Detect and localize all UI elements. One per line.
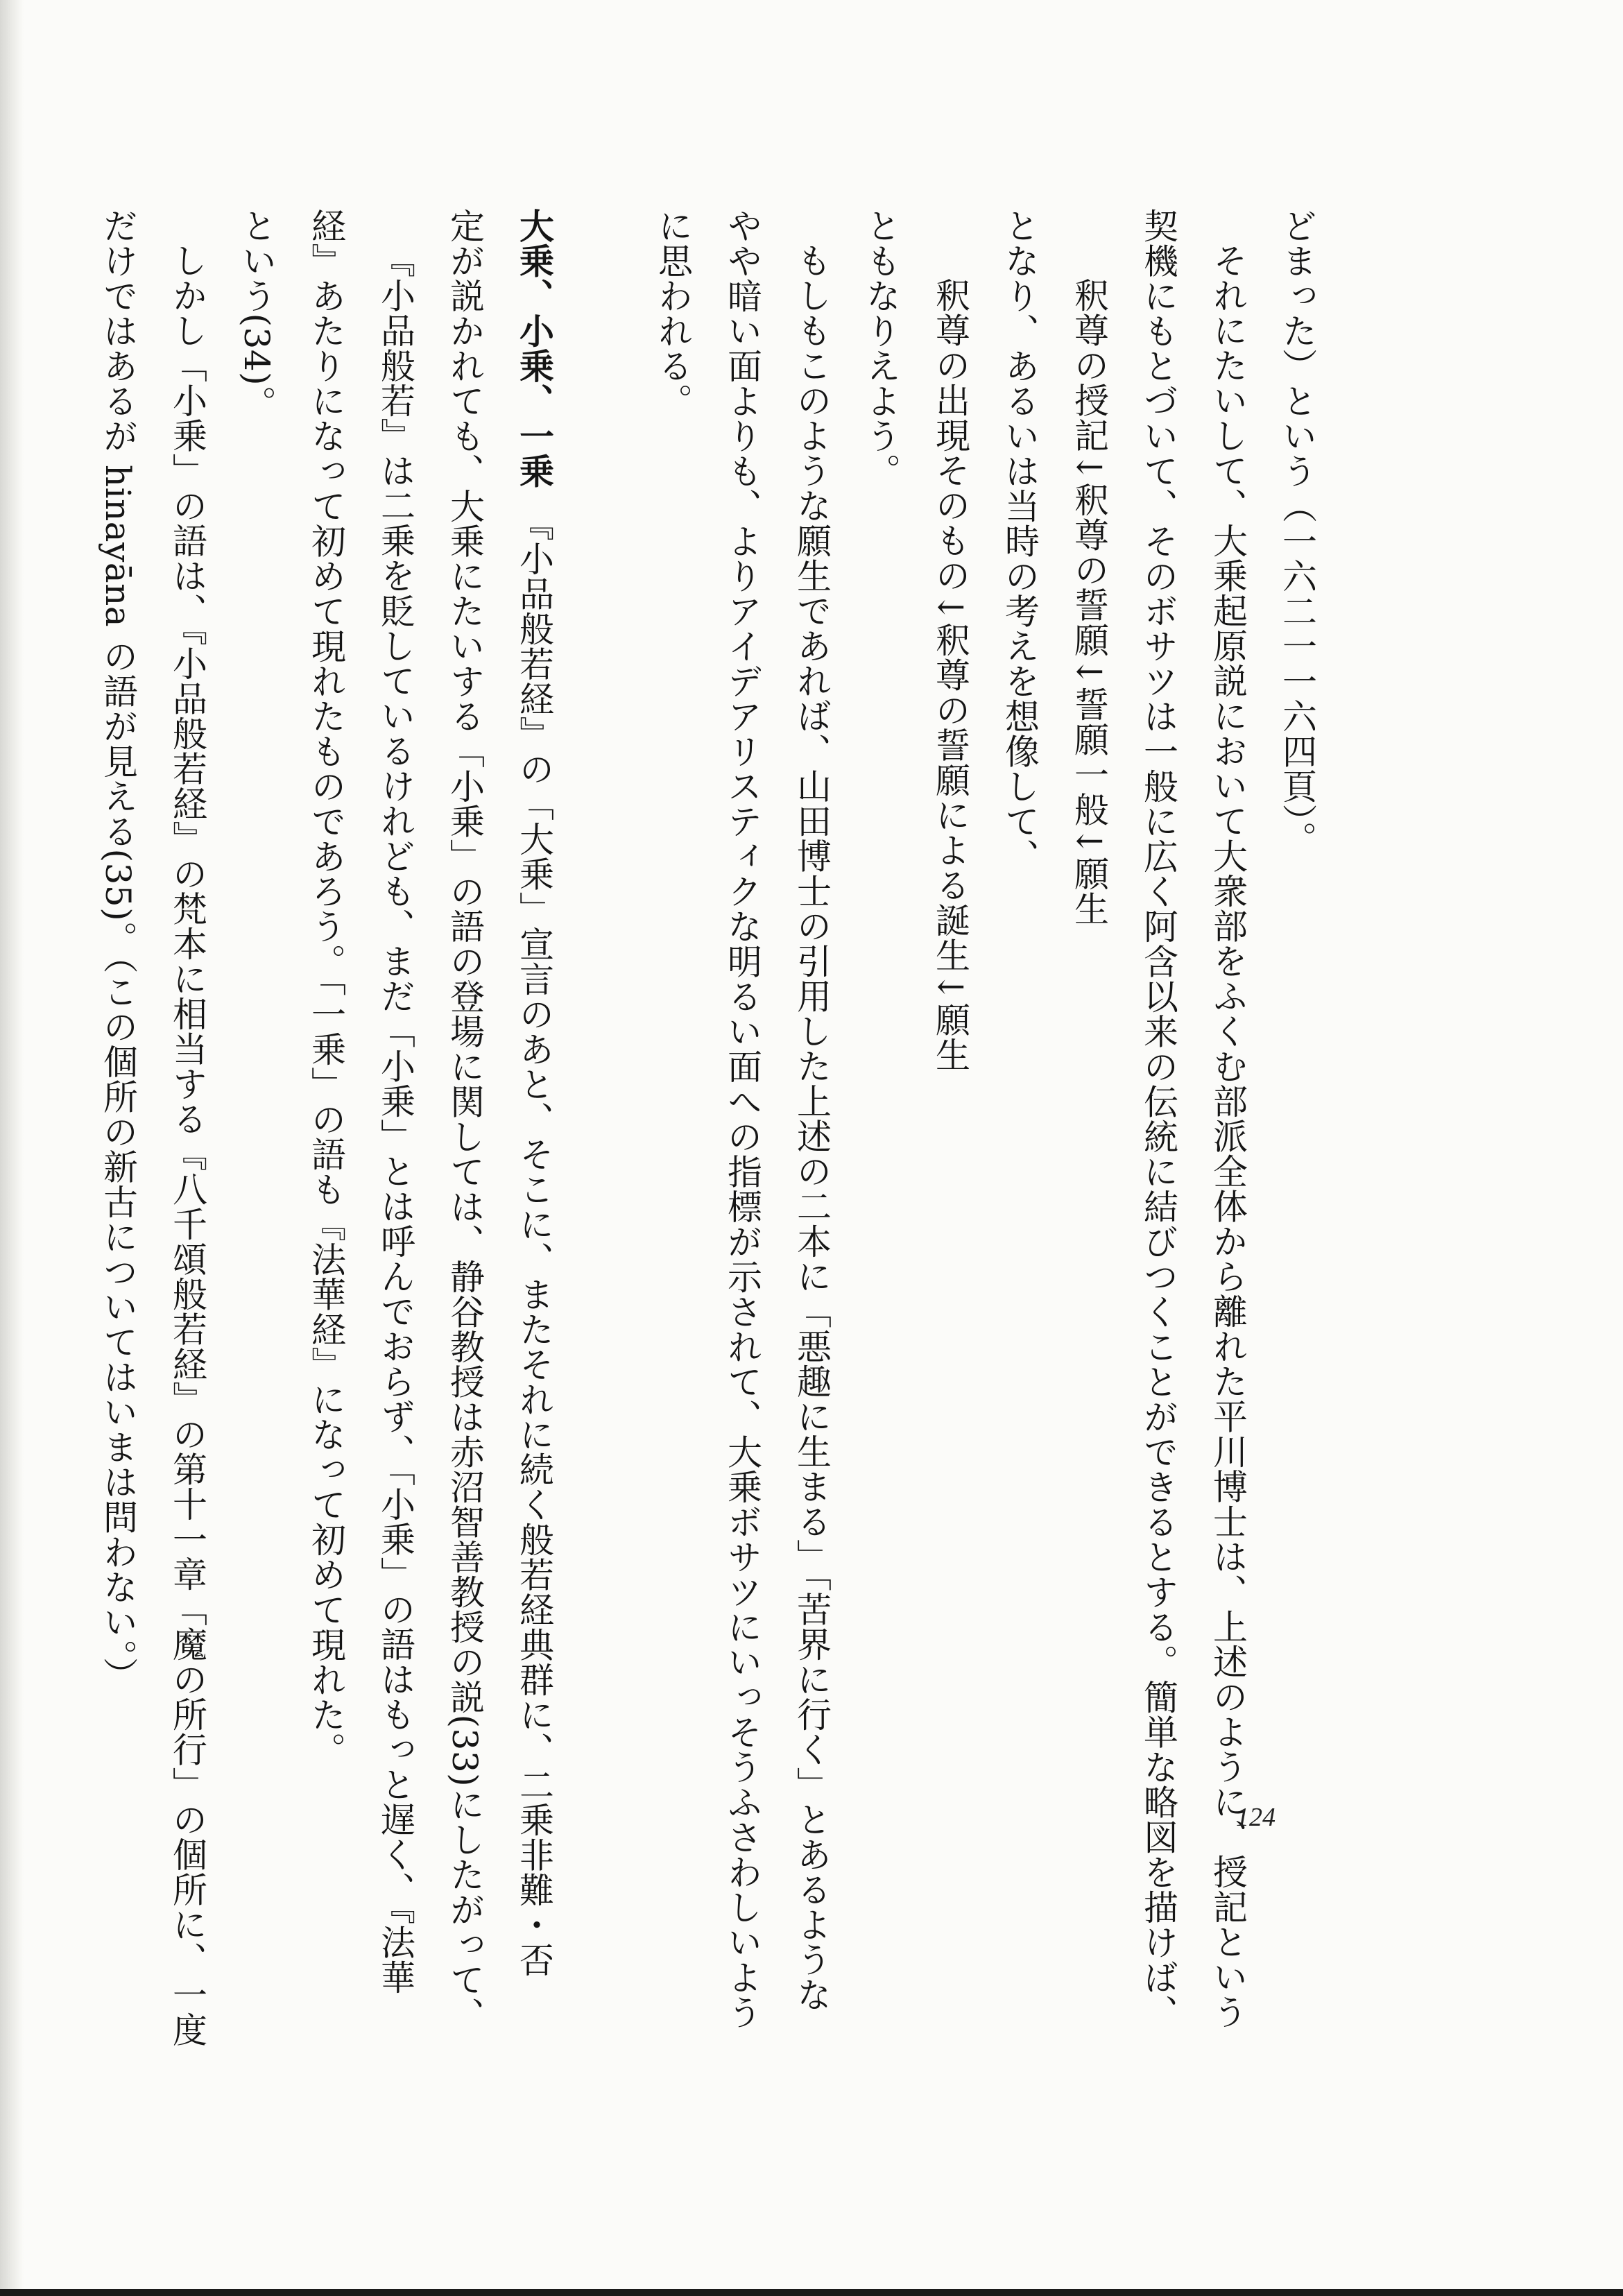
text-column: となり、あるいは当時の考えを想像して、 — [999, 208, 1040, 874]
section-column — [499, 208, 569, 1978]
text-column: だけではあるが hinayāna の語が見える(35)。（この個所の新古についてはいまは問わない。） — [98, 208, 138, 1693]
text-column: 経』あたりになって初めて現れたものであろう。「一乗」の語も『法華経』になって初めて現れた。 — [306, 208, 346, 1767]
text-column: しかし「小乗」の語は、『小品般若経』の梵本に相当する『八千頌般若経』の第十一章「魔の所行」の個所に、一度 — [167, 243, 207, 2047]
section-text: 『小品般若経』の「大乗」宣言のあと、そこに、またそれに続く般若経典群に、二乗非難・否 — [514, 488, 554, 1978]
text-column: 『小品般若』は二乗を貶しているけれども、まだ「小乗」とは呼んでおらず、「小乗」の語はもっと遅く、『法華 — [375, 243, 415, 1995]
scan-edge-bottom — [0, 2289, 1623, 2296]
diagram-line: 釈尊の出現そのもの↓釈尊の誓願による誕生↓願生 — [930, 277, 970, 1072]
diagram-line: 釈尊の授記↓釈尊の誓願↓誓願一般↓願生 — [1069, 277, 1109, 927]
text-column: もしもこのような願生であれば、山田博士の引用した上述の二本に「悪趣に生まる」「苦界に行く」とあるような — [791, 243, 832, 2012]
scan-edge-left — [0, 0, 24, 2296]
column-spacer — [569, 208, 638, 1817]
page-number: 124 — [1236, 1803, 1276, 1832]
text-column: 契機にもとづいて、そのボサツは一般に広く阿含以来の伝統に結びつくことができるとする。簡単な略図を描けば、 — [1138, 208, 1178, 2030]
text-column: という(34)。 — [237, 208, 277, 421]
text-column: に思われる。 — [653, 208, 693, 418]
text-column: どまった）という（一六二一一六四頁）。 — [1277, 208, 1317, 857]
text-column: ともなりえよう。 — [861, 208, 901, 488]
text-column: それにたいして、大乗起原説において大衆部をふくむ部派全体から離れた平川博士は、上述のように、授記という — [1208, 243, 1248, 2030]
text-column: 定が説かれても、大乗にたいする「小乗」の語の登場に関しては、静谷教授は赤沼智善教授の説(33)にしたがって、 — [445, 208, 485, 2032]
section-heading: 大乗、小乗、一乗 — [514, 208, 555, 488]
text-column: やや暗い面よりも、よりアイデアリスティクな明るい面への指標が示されて、大乗ボサツにいっそうふさわしいよう — [722, 208, 762, 2030]
